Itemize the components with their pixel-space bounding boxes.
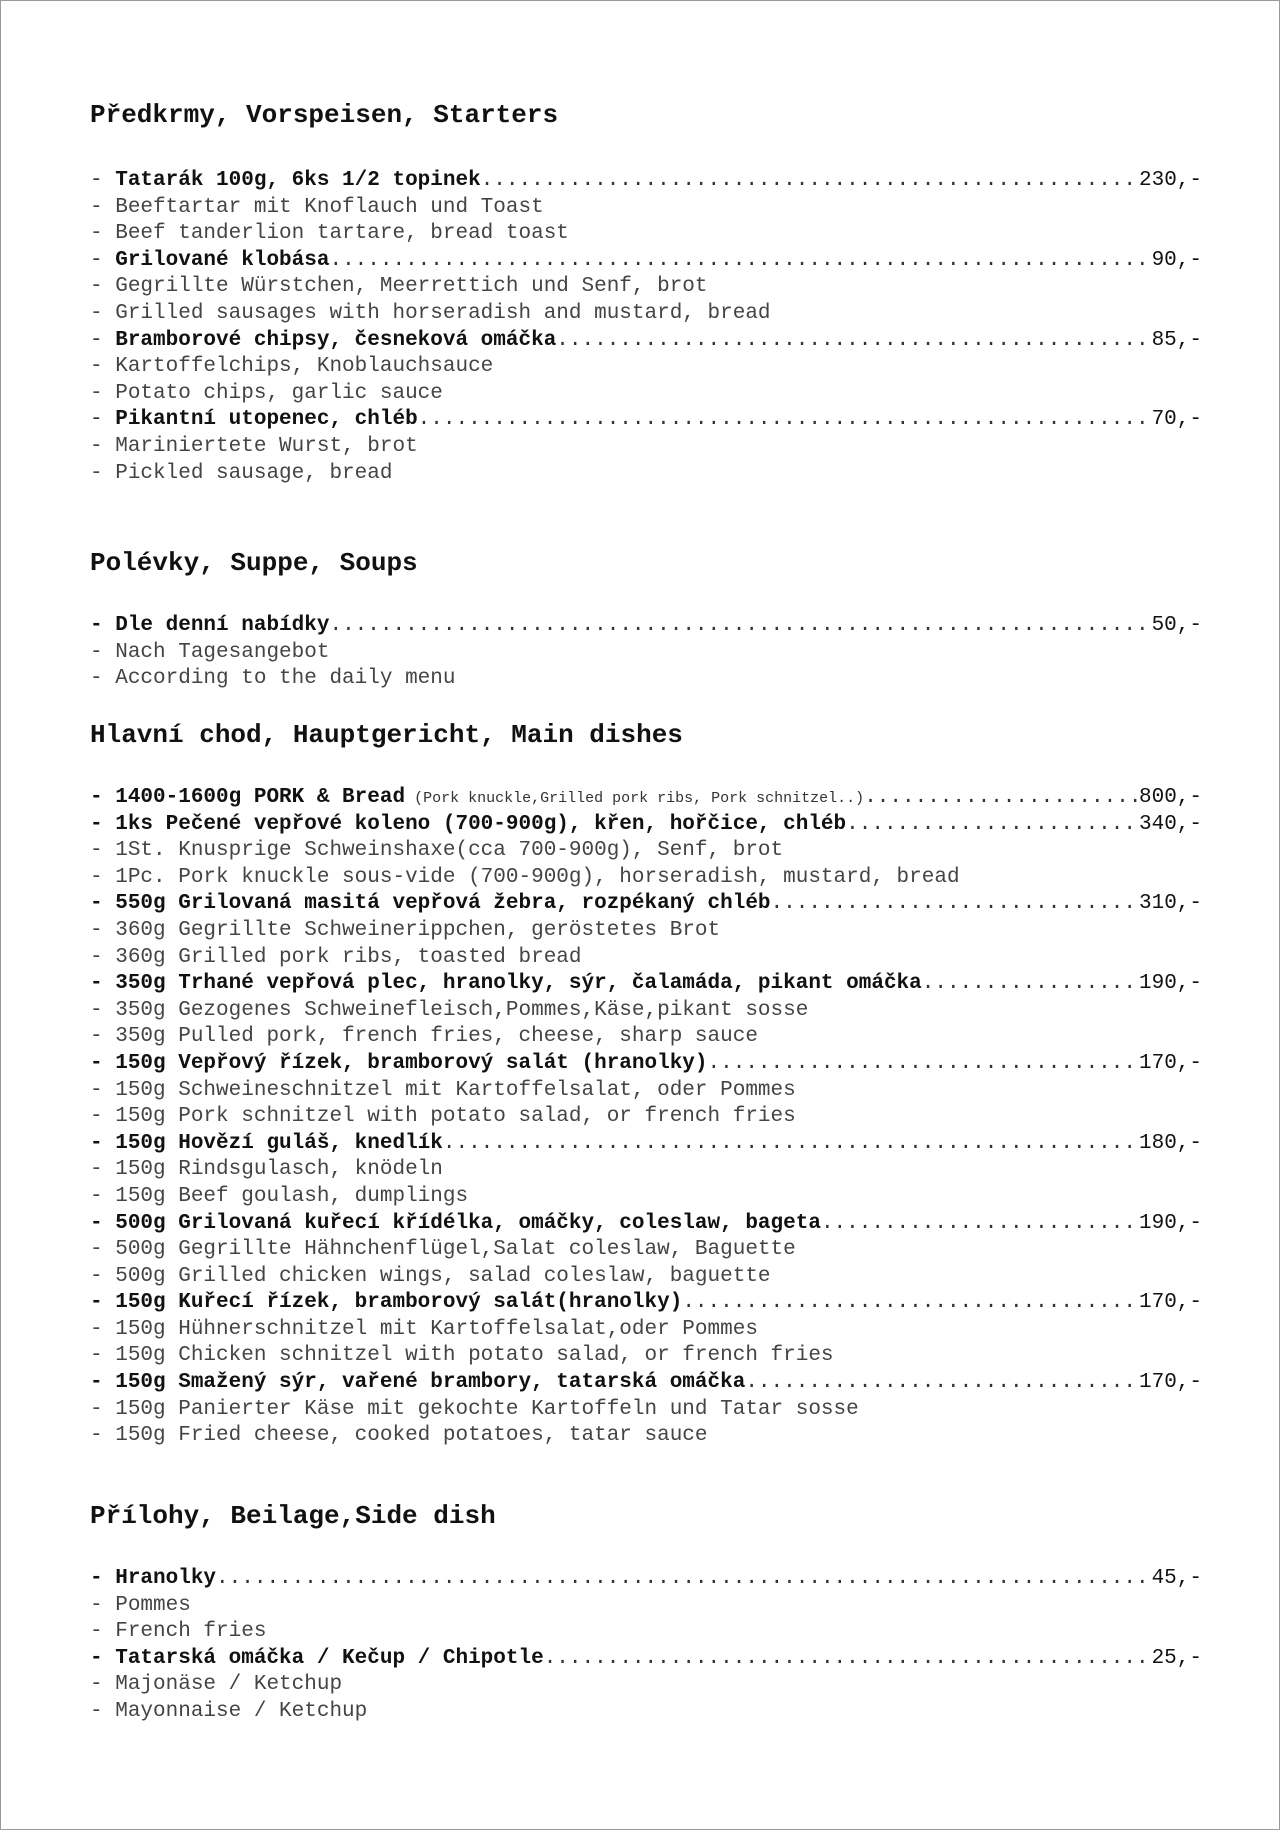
item-bullet: - bbox=[90, 1673, 116, 1697]
item-translation bbox=[90, 640, 1202, 667]
translation-text: 360g Grilled pork ribs, toasted bread bbox=[115, 945, 582, 969]
menu-item-row bbox=[90, 1290, 1202, 1317]
translation-text: Beef tanderlion tartare, bread toast bbox=[115, 222, 569, 246]
item-translation bbox=[90, 998, 1202, 1025]
translation-text: 150g Beef goulash, dumplings bbox=[115, 1184, 469, 1208]
item-bullet: - bbox=[90, 998, 116, 1022]
translation-text: 350g Gezogenes Schweinefleisch,Pommes,Käse,pikant sosse bbox=[115, 998, 809, 1022]
translation-text: 500g Gegrillte Hähnchenflügel,Salat coleslaw, Baguette bbox=[115, 1238, 796, 1262]
item-translation bbox=[90, 1264, 1202, 1291]
item-bullet: - bbox=[90, 275, 116, 299]
translation-text: Beeftartar mit Knoflauch und Toast bbox=[115, 195, 544, 219]
item-price: 170,- bbox=[1138, 1291, 1202, 1315]
item-translation bbox=[90, 1343, 1202, 1370]
item-bullet: - bbox=[90, 1291, 116, 1315]
menu-item-row bbox=[90, 971, 1202, 998]
translation-text: 1Pc. Pork knuckle sous-vide (700-900g), horseradish, mustard, bread bbox=[115, 865, 960, 889]
item-price: 190,- bbox=[1138, 972, 1202, 996]
item-bullet: - bbox=[90, 1025, 116, 1049]
dot-leader bbox=[708, 1051, 1139, 1078]
translation-text: Majonäse / Ketchup bbox=[115, 1673, 343, 1697]
menu-item-row bbox=[90, 891, 1202, 918]
dot-leader bbox=[922, 971, 1139, 998]
dot-leader bbox=[544, 1646, 1152, 1673]
item-bullet: - bbox=[90, 1424, 116, 1448]
item-bullet: - bbox=[90, 355, 116, 379]
item-bullet: - bbox=[90, 408, 116, 432]
translation-text: 150g Hühnerschnitzel mit Kartoffelsalat,oder Pommes bbox=[115, 1317, 758, 1341]
item-bullet: - bbox=[90, 839, 116, 863]
item-bullet: - bbox=[90, 1184, 116, 1208]
item-bullet: - bbox=[90, 1646, 116, 1670]
translation-text: Grilled sausages with horseradish and mustard, bread bbox=[115, 301, 771, 325]
item-translation bbox=[90, 354, 1202, 381]
item-translation bbox=[90, 1619, 1202, 1646]
item-translation bbox=[90, 666, 1202, 693]
menu-item-row bbox=[90, 407, 1202, 434]
section-title-side-dishes: Přílohy, Beilage,Side dish bbox=[90, 1501, 496, 1531]
item-bullet: - bbox=[90, 1211, 116, 1235]
item-bullet: - bbox=[90, 1593, 116, 1617]
item-bullet: - bbox=[90, 640, 116, 664]
menu-item-row bbox=[90, 1370, 1202, 1397]
item-bullet: - bbox=[90, 1105, 116, 1129]
translation-text: 500g Grilled chicken wings, salad coleslaw, baguette bbox=[115, 1264, 771, 1288]
item-translation bbox=[90, 1078, 1202, 1105]
item-translation bbox=[90, 838, 1202, 865]
dot-leader bbox=[556, 328, 1151, 355]
items-main-dishes bbox=[90, 785, 1202, 1450]
item-price: 230,- bbox=[1138, 169, 1202, 192]
item-price: 70,- bbox=[1151, 408, 1202, 432]
dot-leader bbox=[745, 1370, 1139, 1397]
item-name: 1ks Pečené vepřové koleno (700-900g), křen, hořčice, chléb bbox=[115, 812, 847, 836]
item-price: 310,- bbox=[1138, 892, 1202, 916]
item-name: 1400-1600g PORK & Bread bbox=[115, 786, 406, 809]
item-bullet: - bbox=[90, 786, 116, 809]
item-name: Bramborové chipsy, česneková omáčka bbox=[115, 328, 557, 352]
dot-leader bbox=[481, 168, 1139, 195]
item-bullet: - bbox=[90, 1620, 116, 1644]
item-translation bbox=[90, 1024, 1202, 1051]
dot-leader bbox=[329, 248, 1151, 275]
menu-item-row bbox=[90, 1646, 1202, 1673]
item-name: Tatarák 100g, 6ks 1/2 topinek bbox=[115, 169, 481, 192]
item-bullet: - bbox=[90, 1264, 116, 1288]
item-bullet: - bbox=[90, 195, 116, 219]
item-translation bbox=[90, 865, 1202, 892]
item-bullet: - bbox=[90, 169, 116, 192]
translation-text: Mayonnaise / Ketchup bbox=[115, 1699, 368, 1723]
item-price: 170,- bbox=[1138, 1371, 1202, 1395]
item-price: 340,- bbox=[1138, 812, 1202, 836]
menu-item-row bbox=[90, 1211, 1202, 1238]
item-bullet: - bbox=[90, 1567, 116, 1590]
item-translation bbox=[90, 1157, 1202, 1184]
menu-item-row bbox=[90, 613, 1202, 640]
item-translation bbox=[90, 1104, 1202, 1131]
translation-text: 350g Pulled pork, french fries, cheese, sharp sauce bbox=[115, 1025, 758, 1049]
dot-leader bbox=[418, 407, 1152, 434]
item-bullet: - bbox=[90, 918, 116, 942]
item-name: 150g Hovězí guláš, knedlík bbox=[115, 1131, 443, 1155]
menu-item-row bbox=[90, 812, 1202, 839]
item-translation bbox=[90, 1397, 1202, 1424]
item-price: 90,- bbox=[1151, 248, 1202, 272]
dot-leader bbox=[864, 785, 1139, 812]
item-bullet: - bbox=[90, 892, 116, 916]
translation-text: 150g Fried cheese, cooked potatoes, tatar sauce bbox=[115, 1424, 708, 1448]
item-translation bbox=[90, 221, 1202, 248]
translation-text: 150g Chicken schnitzel with potato salad, or french fries bbox=[115, 1344, 834, 1368]
item-bullet: - bbox=[90, 328, 116, 352]
translation-text: 360g Gegrillte Schweinerippchen, geröstetes Brot bbox=[115, 918, 721, 942]
item-bullet: - bbox=[90, 614, 116, 637]
item-bullet: - bbox=[90, 222, 116, 246]
item-bullet: - bbox=[90, 1158, 116, 1182]
item-translation bbox=[90, 1184, 1202, 1211]
item-name: Dle denní nabídky bbox=[115, 614, 330, 637]
dot-leader bbox=[216, 1566, 1152, 1593]
item-bullet: - bbox=[90, 381, 116, 405]
menu-item-row bbox=[90, 1566, 1202, 1593]
items-starters bbox=[90, 168, 1202, 487]
section-title-starters: Předkrmy, Vorspeisen, Starters bbox=[90, 100, 559, 130]
translation-text: Potato chips, garlic sauce bbox=[115, 381, 443, 405]
item-bullet: - bbox=[90, 434, 116, 458]
translation-text: 150g Schweineschnitzel mit Kartoffelsalat, oder Pommes bbox=[115, 1078, 796, 1102]
item-bullet: - bbox=[90, 1371, 116, 1395]
translation-text: According to the daily menu bbox=[115, 667, 456, 691]
item-translation bbox=[90, 945, 1202, 972]
item-bullet: - bbox=[90, 1699, 116, 1723]
menu-item-row bbox=[90, 168, 1202, 195]
item-translation bbox=[90, 918, 1202, 945]
item-bullet: - bbox=[90, 812, 116, 836]
item-translation bbox=[90, 1672, 1202, 1699]
item-name: 150g Vepřový řízek, bramborový salát (hranolky) bbox=[115, 1051, 708, 1075]
item-translation bbox=[90, 1593, 1202, 1620]
item-name: 550g Grilovaná masitá vepřová žebra, rozpékaný chléb bbox=[115, 892, 771, 916]
item-translation bbox=[90, 1237, 1202, 1264]
items-side-dishes bbox=[90, 1566, 1202, 1726]
item-price: 190,- bbox=[1138, 1211, 1202, 1235]
item-bullet: - bbox=[90, 1344, 116, 1368]
item-translation bbox=[90, 195, 1202, 222]
item-name: 350g Trhané vepřová plec, hranolky, sýr, čalamáda, pikant omáčka bbox=[115, 972, 922, 996]
item-translation bbox=[90, 1423, 1202, 1450]
items-soups bbox=[90, 613, 1202, 693]
item-bullet: - bbox=[90, 1051, 116, 1075]
item-note: (Pork knuckle,Grilled pork ribs, Pork schnitzel..) bbox=[405, 790, 865, 807]
translation-text: Pommes bbox=[115, 1593, 191, 1617]
item-name: Tatarská omáčka / Kečup / Chipotle bbox=[115, 1646, 544, 1670]
item-bullet: - bbox=[90, 865, 116, 889]
item-bullet: - bbox=[90, 461, 116, 485]
item-translation bbox=[90, 434, 1202, 461]
section-title-soups: Polévky, Suppe, Soups bbox=[90, 548, 418, 578]
menu-item-row bbox=[90, 785, 1202, 812]
item-name: Grilované klobása bbox=[115, 248, 330, 272]
item-bullet: - bbox=[90, 1078, 116, 1102]
translation-text: Nach Tagesangebot bbox=[115, 640, 330, 664]
dot-leader bbox=[846, 812, 1139, 839]
item-translation bbox=[90, 274, 1202, 301]
item-bullet: - bbox=[90, 1397, 116, 1421]
item-price: 45,- bbox=[1151, 1567, 1202, 1590]
item-price: 170,- bbox=[1138, 1051, 1202, 1075]
item-name: 500g Grilovaná kuřecí křídélka, omáčky, coleslaw, bageta bbox=[115, 1211, 821, 1235]
dot-leader bbox=[771, 891, 1139, 918]
item-name: 150g Smažený sýr, vařené brambory, tatarská omáčka bbox=[115, 1371, 746, 1395]
menu-item-row bbox=[90, 1131, 1202, 1158]
item-translation bbox=[90, 1699, 1202, 1726]
item-price: 85,- bbox=[1151, 328, 1202, 352]
item-bullet: - bbox=[90, 301, 116, 325]
item-bullet: - bbox=[90, 667, 116, 691]
dot-leader bbox=[329, 613, 1151, 640]
item-price: 50,- bbox=[1151, 614, 1202, 637]
item-translation bbox=[90, 461, 1202, 488]
translation-text: 150g Pork schnitzel with potato salad, or french fries bbox=[115, 1105, 796, 1129]
translation-text: Gegrillte Würstchen, Meerrettich und Senf, brot bbox=[115, 275, 708, 299]
item-translation bbox=[90, 1317, 1202, 1344]
translation-text: 150g Panierter Käse mit gekochte Kartoffeln und Tatar sosse bbox=[115, 1397, 859, 1421]
item-bullet: - bbox=[90, 1131, 116, 1155]
translation-text: French fries bbox=[115, 1620, 267, 1644]
item-note-text: Pork knuckle,Grilled pork ribs, Pork schnitzel.. bbox=[423, 790, 856, 807]
item-bullet: - bbox=[90, 248, 116, 272]
item-name: Hranolky bbox=[115, 1567, 217, 1590]
menu-item-row bbox=[90, 1051, 1202, 1078]
menu-item-row bbox=[90, 248, 1202, 275]
translation-text: Pickled sausage, bread bbox=[115, 461, 393, 485]
dot-leader bbox=[682, 1290, 1139, 1317]
dot-leader bbox=[443, 1131, 1139, 1158]
item-bullet: - bbox=[90, 1238, 116, 1262]
translation-text: Mariniertete Wurst, brot bbox=[115, 434, 418, 458]
item-bullet: - bbox=[90, 972, 116, 996]
item-price: 25,- bbox=[1151, 1646, 1202, 1670]
item-translation bbox=[90, 301, 1202, 328]
item-translation bbox=[90, 381, 1202, 408]
item-price: 180,- bbox=[1138, 1131, 1202, 1155]
item-price: 800,- bbox=[1138, 786, 1202, 809]
item-bullet: - bbox=[90, 1317, 116, 1341]
menu-content bbox=[90, 1, 1202, 1831]
item-bullet: - bbox=[90, 945, 116, 969]
translation-text: 1St. Knusprige Schweinshaxe(cca 700-900g), Senf, brot bbox=[115, 839, 784, 863]
translation-text: Kartoffelchips, Knoblauchsauce bbox=[115, 355, 494, 379]
translation-text: 150g Rindsgulasch, knödeln bbox=[115, 1158, 443, 1182]
item-name: Pikantní utopenec, chléb bbox=[115, 408, 418, 432]
menu-item-row bbox=[90, 328, 1202, 355]
dot-leader bbox=[821, 1211, 1139, 1238]
item-name: 150g Kuřecí řízek, bramborový salát(hranolky) bbox=[115, 1291, 683, 1315]
section-title-main-dishes: Hlavní chod, Hauptgericht, Main dishes bbox=[90, 720, 683, 750]
